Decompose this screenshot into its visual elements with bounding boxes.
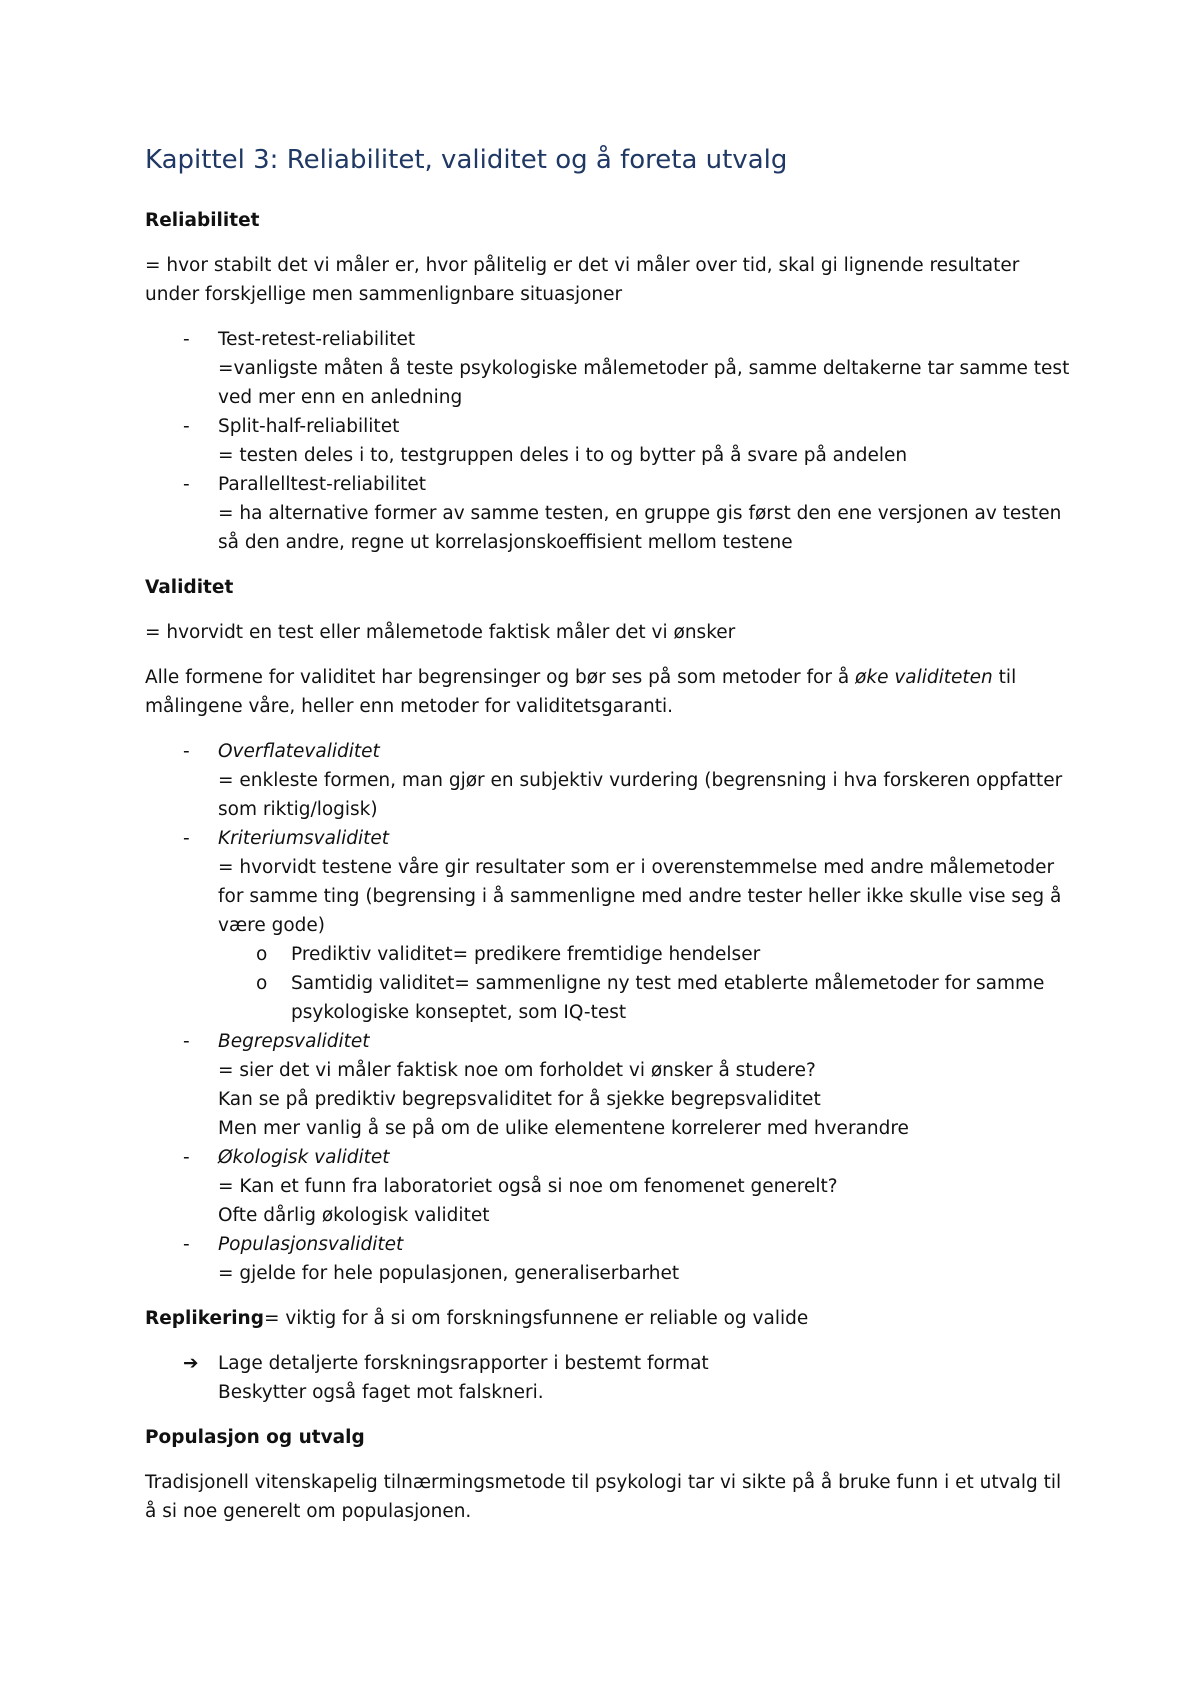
list-item <box>145 824 1075 1027</box>
term-description: = hvorvidt testene våre gir resultater som er i overenstemmelse med andre målemetoder for samme ting (begrensing i å sammenligne med andre tester heller ikke skulle vise seg å være gode) <box>218 857 1062 936</box>
term-description: = enkleste formen, man gjør en subjektiv vurdering (begrensning i hva forskeren oppfatter som riktig/logisk) <box>218 770 1063 820</box>
section-heading-reliabilitet: Reliabilitet <box>145 210 260 231</box>
intro-text-after: til målingene våre, heller enn metoder for validitetsgaranti. <box>145 667 1017 717</box>
term-description: = sier det vi måler faktisk noe om forholdet vi ønsker å studere? <box>218 1060 816 1081</box>
arrow-line: Lage detaljerte forskningsrapporter i bestemt format <box>218 1353 709 1374</box>
term-label: - Kriteriumsvaliditet <box>218 828 389 849</box>
reliabilitet-definition: = hvor stabilt det vi måler er, hvor pålitelig er det vi måler over tid, skal gi lignende resultater under forskjellige men sammenlignbare situasjoner <box>145 255 1020 305</box>
term-label: - Overflatevaliditet <box>218 741 380 762</box>
validitet-definition: = hvorvidt en test eller målemetode faktisk måler det vi ønsker <box>145 622 736 643</box>
list-item <box>145 737 1075 824</box>
sub-list-item: o Prediktiv validitet= predikere fremtidige hendelser <box>218 940 1075 969</box>
term-label: - Populasjonsvaliditet <box>218 1234 404 1255</box>
sub-list <box>218 940 1075 1027</box>
list-item <box>145 1143 1075 1230</box>
page-title: Kapittel 3: Reliabilitet, validitet og å foreta utvalg <box>145 145 788 175</box>
arrow-line: Beskytter også faget mot falskneri. <box>218 1382 544 1403</box>
validitet-intro <box>145 663 1075 721</box>
replikering-text: = viktig for å si om forskningsfunnene er reliable og valide <box>263 1308 809 1329</box>
sub-list-item: o Samtidig validitet= sammenligne ny test med etablerte målemetoder for samme psykologiske konseptet, som IQ-test <box>218 969 1075 1027</box>
intro-emphasis: øke validiteten <box>855 667 993 688</box>
validitet-list <box>145 737 1075 1288</box>
term-description: Kan se på prediktiv begrepsvaliditet for å sjekke begrepsvaliditet <box>218 1089 821 1110</box>
section-heading-populasjon: Populasjon og utvalg <box>145 1427 365 1448</box>
term-description: = Kan et funn fra laboratoriet også si noe om fenomenet generelt? <box>218 1176 838 1197</box>
arrow-right-icon: ➔ <box>183 1353 199 1374</box>
term-description: Ofte dårlig økologisk validitet <box>218 1205 490 1226</box>
intro-text-before: Alle formene for validitet har begrensinger og bør ses på som metoder for å <box>145 667 856 688</box>
reliabilitet-list <box>145 325 1075 557</box>
list-item <box>145 1027 1075 1143</box>
list-item <box>145 325 1075 412</box>
arrow-list-item <box>145 1349 1075 1407</box>
replikering-label: Replikering <box>145 1308 264 1329</box>
term-description: Men mer vanlig å se på om de ulike elementene korrelerer med hverandre <box>218 1118 909 1139</box>
replikering-paragraph <box>145 1304 1075 1333</box>
term-label: - Økologisk validitet <box>218 1147 390 1168</box>
document-content <box>145 140 1075 1542</box>
populasjon-text: Tradisjonell vitenskapelig tilnærmingsmetode til psykologi tar vi sikte på å bruke funn i et utvalg til å si noe generelt om populasjonen. <box>145 1472 1062 1522</box>
term-description: = testen deles i to, testgruppen deles i to og bytter på å svare på andelen <box>218 445 908 466</box>
list-item <box>145 1230 1075 1288</box>
term-description: =vanligste måten å teste psykologiske målemetoder på, samme deltakerne tar samme test ved mer enn en anledning <box>218 358 1070 408</box>
list-item <box>145 470 1075 557</box>
list-item <box>145 412 1075 470</box>
term-description: = ha alternative former av samme testen, en gruppe gis først den ene versjonen av testen så den andre, regne ut korrelasjonskoeffisient mellom testene <box>218 503 1062 553</box>
term-label: - Test-retest-reliabilitet <box>218 329 416 350</box>
term-description: = gjelde for hele populasjonen, generaliserbarhet <box>218 1263 680 1284</box>
term-label: - Split-half-reliabilitet <box>218 416 400 437</box>
term-label: - Begrepsvaliditet <box>218 1031 370 1052</box>
section-heading-validitet: Validitet <box>145 577 234 598</box>
term-label: - Parallelltest-reliabilitet <box>218 474 426 495</box>
